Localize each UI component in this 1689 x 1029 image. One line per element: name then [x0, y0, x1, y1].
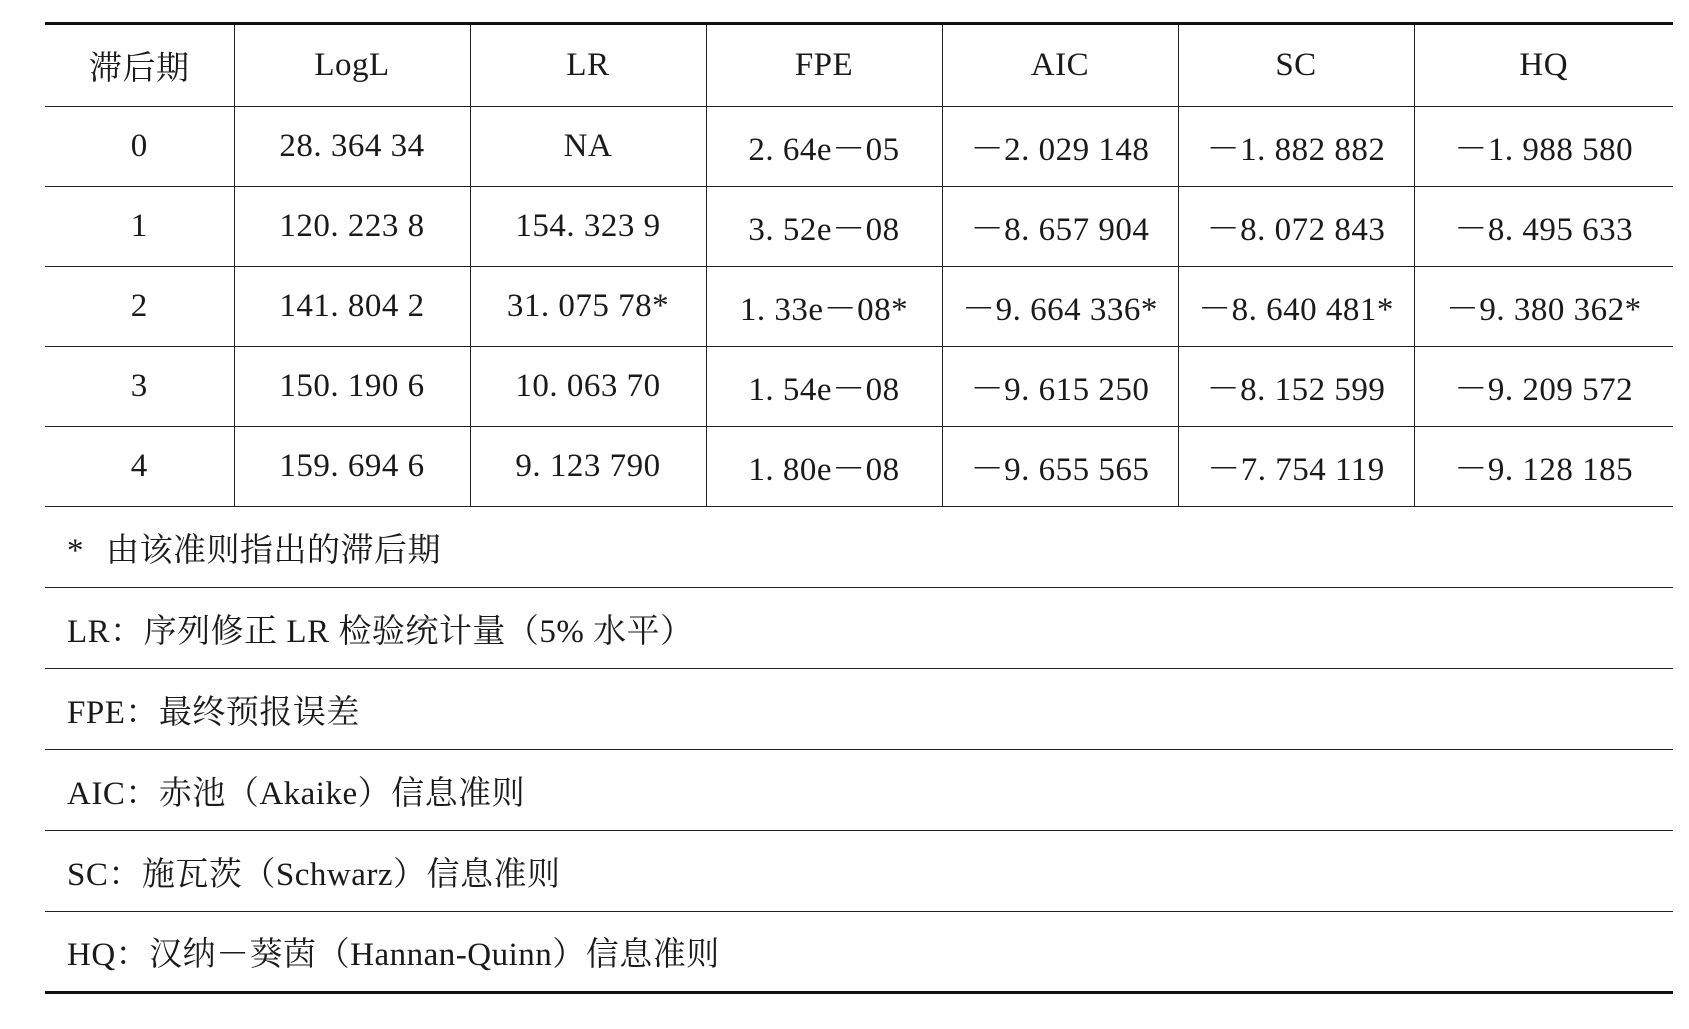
- note-row-lr: [45, 588, 1673, 669]
- cell-sc: －7. 754 119: [1178, 427, 1414, 507]
- cell-lag: 3: [45, 347, 234, 427]
- cell-fpe: 1. 80e－08: [706, 427, 942, 507]
- cell-logl: 159. 694 6: [234, 427, 470, 507]
- lag-selection-table: [45, 22, 1673, 994]
- note-fpe: FPE：最终预报误差: [45, 669, 1673, 750]
- note-row-star: [45, 507, 1673, 588]
- cell-sc: －8. 072 843: [1178, 187, 1414, 267]
- cell-hq: －8. 495 633: [1414, 187, 1673, 267]
- table-row: [45, 347, 1673, 427]
- lag-selection-table-container: [45, 22, 1673, 994]
- note-row-sc: [45, 831, 1673, 912]
- cell-aic: －2. 029 148: [942, 107, 1178, 187]
- note-row-aic: [45, 750, 1673, 831]
- cell-lag: 4: [45, 427, 234, 507]
- cell-hq: －1. 988 580: [1414, 107, 1673, 187]
- note-lr: LR：序列修正 LR 检验统计量（5% 水平）: [45, 588, 1673, 669]
- header-aic: AIC: [942, 24, 1178, 107]
- cell-logl: 141. 804 2: [234, 267, 470, 347]
- cell-lag: 1: [45, 187, 234, 267]
- table-row: [45, 107, 1673, 187]
- cell-logl: 150. 190 6: [234, 347, 470, 427]
- cell-fpe: 2. 64e－05: [706, 107, 942, 187]
- cell-hq: －9. 128 185: [1414, 427, 1673, 507]
- cell-lr: NA: [470, 107, 706, 187]
- header-sc: SC: [1178, 24, 1414, 107]
- table-row: [45, 187, 1673, 267]
- note-row-hq: [45, 912, 1673, 993]
- note-hq: HQ：汉纳－葵茵（Hannan-Quinn）信息准则: [45, 912, 1673, 993]
- cell-lr: 9. 123 790: [470, 427, 706, 507]
- cell-lag: 2: [45, 267, 234, 347]
- cell-sc: －1. 882 882: [1178, 107, 1414, 187]
- header-hq: HQ: [1414, 24, 1673, 107]
- table-row: [45, 267, 1673, 347]
- header-lag: 滞后期: [45, 24, 234, 107]
- note-sc: SC：施瓦茨（Schwarz）信息准则: [45, 831, 1673, 912]
- cell-sc: －8. 152 599: [1178, 347, 1414, 427]
- cell-fpe: 1. 33e－08*: [706, 267, 942, 347]
- header-logl: LogL: [234, 24, 470, 107]
- header-lr: LR: [470, 24, 706, 107]
- note-row-fpe: [45, 669, 1673, 750]
- cell-hq: －9. 380 362*: [1414, 267, 1673, 347]
- note-star-symbol: *: [67, 532, 84, 569]
- cell-fpe: 3. 52e－08: [706, 187, 942, 267]
- cell-lr: 10. 063 70: [470, 347, 706, 427]
- cell-lr: 154. 323 9: [470, 187, 706, 267]
- cell-hq: －9. 209 572: [1414, 347, 1673, 427]
- cell-logl: 120. 223 8: [234, 187, 470, 267]
- cell-aic: －9. 615 250: [942, 347, 1178, 427]
- note-star: [45, 507, 1673, 588]
- header-fpe: FPE: [706, 24, 942, 107]
- note-star-text: 由该准则指出的滞后期: [106, 532, 441, 569]
- header-row: [45, 24, 1673, 107]
- cell-lr: 31. 075 78*: [470, 267, 706, 347]
- cell-fpe: 1. 54e－08: [706, 347, 942, 427]
- note-aic: AIC：赤池（Akaike）信息准则: [45, 750, 1673, 831]
- cell-aic: －8. 657 904: [942, 187, 1178, 267]
- cell-aic: －9. 655 565: [942, 427, 1178, 507]
- cell-logl: 28. 364 34: [234, 107, 470, 187]
- cell-sc: －8. 640 481*: [1178, 267, 1414, 347]
- cell-lag: 0: [45, 107, 234, 187]
- cell-aic: －9. 664 336*: [942, 267, 1178, 347]
- table-row: [45, 427, 1673, 507]
